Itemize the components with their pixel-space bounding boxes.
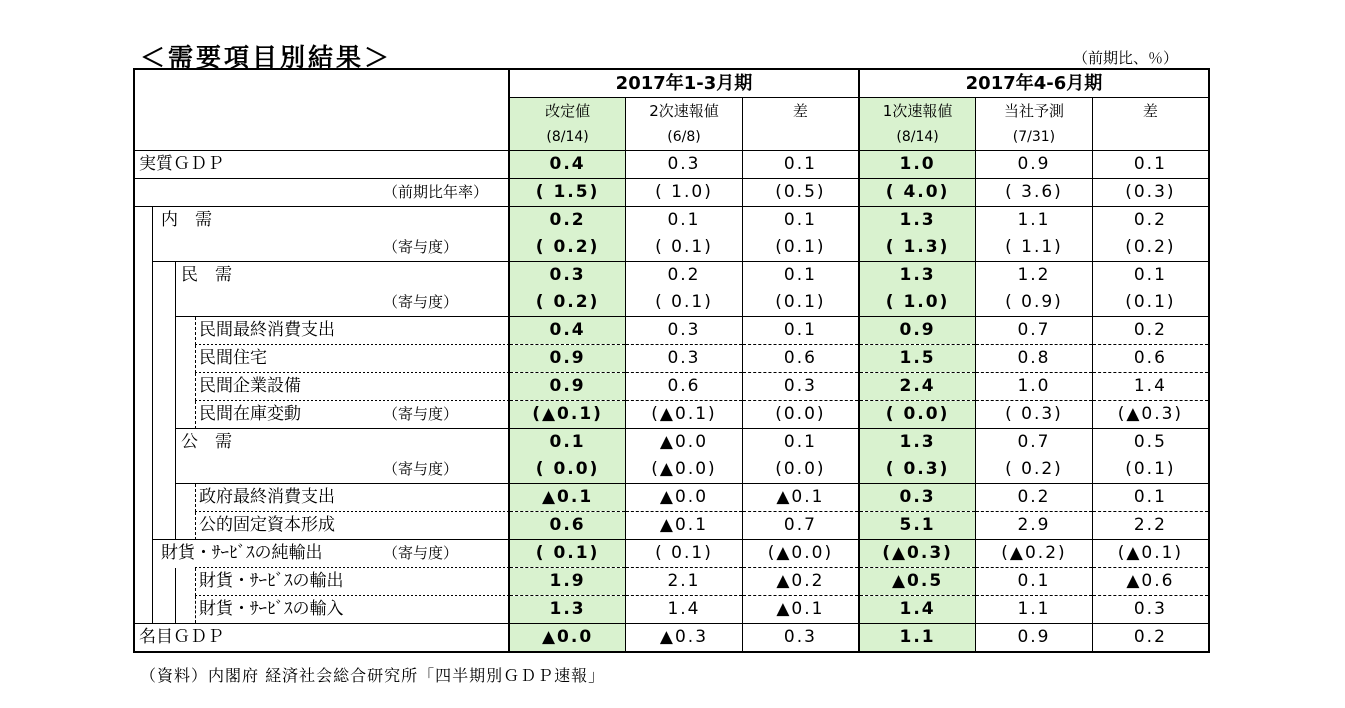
value-cell: ( 0.3) [859, 456, 976, 484]
value-cell: 0.2 [509, 207, 626, 235]
indent-guide [195, 345, 196, 373]
value-cell: 1.0 [859, 151, 976, 179]
row-label: 公 需 [181, 431, 232, 452]
col-header-diff-1: 差 [742, 98, 859, 126]
value-cell: ▲0.3 [626, 624, 743, 653]
col-date-1st: (8/14) [859, 125, 976, 151]
row-label: 民 需 [181, 264, 232, 285]
value-cell: 1.5 [859, 345, 976, 373]
value-cell: 0.3 [859, 484, 976, 512]
value-cell: 0.3 [509, 262, 626, 290]
indent-guide [195, 512, 196, 540]
indent-guide [152, 568, 153, 596]
indent-guide [175, 596, 176, 624]
value-cell: 0.2 [976, 484, 1093, 512]
row-label-cell [134, 207, 509, 235]
row-label-cell [134, 429, 509, 457]
value-cell: 0.1 [1092, 484, 1209, 512]
row-sublabel: （前期比年率） [383, 183, 489, 201]
row-label: 民間住宅 [199, 347, 267, 368]
row-label-cell [134, 317, 509, 345]
value-cell: ( 4.0) [859, 179, 976, 207]
indent-guide [152, 207, 153, 234]
value-cell: ( 3.6) [976, 179, 1093, 207]
value-cell: 0.9 [509, 345, 626, 373]
value-cell: (▲0.2) [976, 540, 1093, 568]
row-label: 民間最終消費支出 [199, 319, 335, 340]
indent-guide [152, 596, 153, 624]
indent-guide [175, 568, 176, 596]
indent-guide [195, 484, 196, 512]
value-cell: 1.4 [1092, 373, 1209, 401]
value-cell: ▲0.6 [1092, 568, 1209, 596]
value-cell: 0.2 [1133, 210, 1167, 230]
value-cell: (0.1) [742, 289, 859, 317]
row-label: 公的固定資本形成 [199, 514, 335, 535]
col-header-1st: 1次速報値 [859, 98, 976, 126]
value-cell: (▲0.0) [626, 456, 743, 484]
table-row [134, 345, 1209, 373]
row-label-cell [134, 179, 509, 207]
table-row [134, 207, 1209, 235]
row-sublabel: （寄与度） [383, 293, 459, 311]
col-header-diff-2: 差 [1142, 102, 1158, 120]
value-cell: 2.4 [859, 373, 976, 401]
source-note: （資料）内閣府 経済社会総合研究所「四半期別ＧＤＰ速報」 [140, 666, 606, 685]
value-cell: 0.1 [742, 429, 859, 457]
row-sublabel: （寄与度） [383, 404, 459, 423]
header-corner [134, 69, 509, 151]
indent-guide [175, 262, 176, 290]
row-label: 政府最終消費支出 [199, 486, 335, 507]
table-row [134, 540, 1209, 568]
value-cell: (▲0.1) [1092, 540, 1209, 568]
value-cell: (0.1) [1092, 456, 1209, 484]
value-cell: ( 1.5) [509, 179, 626, 207]
value-cell: 0.2 [626, 262, 743, 290]
indent-guide [175, 484, 176, 512]
value-cell: 0.9 [976, 151, 1093, 179]
value-cell: (▲0.3) [1092, 401, 1209, 429]
value-cell: 0.1 [976, 568, 1093, 596]
indent-guide [152, 234, 153, 262]
col-date-diff-2 [1092, 125, 1209, 151]
value-cell: 0.2 [1092, 624, 1209, 653]
value-cell: 0.1 [742, 317, 859, 345]
row-label: 実質ＧＤＰ [139, 154, 224, 174]
table-row [134, 262, 1209, 290]
value-cell: 0.1 [742, 151, 859, 179]
indent-guide [152, 373, 153, 401]
value-cell: 2.2 [1092, 512, 1209, 540]
value-cell: ( 0.1) [626, 540, 743, 568]
indent-guide [152, 512, 153, 540]
table-row [134, 624, 1209, 653]
value-cell: 1.1 [976, 596, 1093, 624]
value-cell: ( 1.0) [859, 289, 976, 317]
indent-guide [152, 262, 153, 290]
row-label: 財貨・ｻｰﾋﾞｽの輸出 [199, 570, 344, 591]
value-cell: (0.0) [742, 401, 859, 429]
value-cell: 0.7 [976, 429, 1093, 457]
indent-guide [195, 568, 196, 596]
col-header-revised: 改定値 [509, 98, 626, 126]
value-cell: ▲0.1 [742, 484, 859, 512]
value-cell: 1.9 [509, 568, 626, 596]
indent-guide [152, 484, 153, 512]
row-label: 民間企業設備 [199, 375, 301, 396]
table-row [134, 179, 1209, 207]
col-header-forecast: 当社予測 [976, 98, 1093, 126]
value-cell: 0.7 [742, 512, 859, 540]
value-cell: 0.1 [509, 429, 626, 457]
row-label: 民間在庫変動 [199, 403, 301, 424]
table-row [134, 373, 1209, 401]
indent-guide [195, 317, 196, 345]
value-cell: 0.1 [742, 207, 859, 235]
value-cell: ( 0.1) [626, 289, 743, 317]
value-cell: 0.3 [626, 345, 743, 373]
value-cell: 1.0 [976, 373, 1093, 401]
value-cell: 1.3 [859, 207, 976, 235]
value-cell: 0.1 [1133, 265, 1167, 285]
table-row [134, 429, 1209, 457]
value-cell: ( 0.2) [509, 234, 626, 262]
value-cell: 1.2 [976, 262, 1093, 290]
indent-guide [195, 401, 196, 429]
indent-guide [152, 540, 153, 568]
indent-guide [175, 317, 176, 345]
indent-guide [175, 289, 176, 317]
value-cell: 1.1 [859, 624, 976, 653]
value-cell: 0.9 [976, 624, 1093, 653]
indent-guide [175, 345, 176, 373]
row-label-cell [134, 540, 509, 568]
indent-guide [175, 456, 176, 484]
value-cell: ( 1.0) [626, 179, 743, 207]
value-cell: 0.3 [1092, 596, 1209, 624]
row-label-cell [134, 373, 509, 401]
row-label-cell [134, 262, 509, 290]
indent-guide [195, 596, 196, 624]
row-label: 財貨・ｻｰﾋﾞｽの純輸出 [161, 542, 323, 563]
table-row [134, 512, 1209, 540]
value-cell: 0.6 [1092, 345, 1209, 373]
indent-guide [175, 401, 176, 429]
value-cell: (0.1) [742, 234, 859, 262]
row-label-cell [134, 289, 509, 317]
indent-guide [152, 456, 153, 484]
value-cell: 0.4 [509, 151, 626, 179]
value-cell: ( 1.1) [976, 234, 1093, 262]
value-cell: ( 1.3) [859, 234, 976, 262]
value-cell: 0.9 [509, 373, 626, 401]
value-cell: 0.1 [626, 207, 743, 235]
value-cell: (0.2) [1092, 234, 1209, 262]
value-cell: (0.0) [742, 456, 859, 484]
value-cell: 0.3 [626, 151, 743, 179]
indent-guide [152, 429, 153, 457]
value-cell: 0.5 [1133, 432, 1167, 452]
value-cell: ( 0.3) [976, 401, 1093, 429]
value-cell: 0.3 [626, 317, 743, 345]
indent-guide [175, 512, 176, 540]
value-cell: (▲0.3) [859, 540, 976, 568]
value-cell: 0.2 [1092, 317, 1209, 345]
row-label: 財貨・ｻｰﾋﾞｽの輸入 [199, 598, 344, 619]
value-cell: 1.1 [976, 207, 1093, 235]
value-cell: 0.7 [976, 317, 1093, 345]
value-cell: 0.1 [742, 262, 859, 290]
value-cell: ( 0.2) [976, 456, 1093, 484]
value-cell: 0.3 [742, 373, 859, 401]
row-sublabel: （寄与度） [383, 238, 459, 256]
table-row [134, 401, 1209, 429]
value-cell: 0.6 [742, 345, 859, 373]
value-cell: 1.4 [859, 596, 976, 624]
value-cell: 1.3 [859, 429, 976, 457]
value-cell: 1.4 [626, 596, 743, 624]
value-cell: (▲0.0) [742, 540, 859, 568]
value-cell: ▲0.0 [626, 484, 743, 512]
value-cell: ( 0.9) [976, 289, 1093, 317]
value-cell: (▲0.1) [509, 401, 626, 429]
table-row [134, 289, 1209, 317]
table-row [134, 568, 1209, 596]
table-row [134, 596, 1209, 624]
page-title: ＜需要項目別結果＞ [140, 43, 393, 72]
table-row [134, 151, 1209, 179]
value-cell: 1.3 [859, 262, 976, 290]
table-row [134, 317, 1209, 345]
row-label-cell [134, 484, 509, 512]
value-cell: 0.1 [1092, 151, 1209, 179]
indent-guide [175, 429, 176, 457]
indent-guide [175, 373, 176, 401]
value-cell: (0.1) [1092, 289, 1209, 317]
value-cell: ( 0.1) [626, 234, 743, 262]
value-cell: (0.5) [742, 179, 859, 207]
value-cell: 0.6 [626, 373, 743, 401]
value-cell: 1.3 [509, 596, 626, 624]
value-cell: ▲0.1 [742, 596, 859, 624]
value-cell: ( 0.0) [859, 401, 976, 429]
value-cell: 2.9 [976, 512, 1093, 540]
indent-guide [152, 289, 153, 317]
row-sublabel: （寄与度） [383, 460, 459, 478]
value-cell: ▲0.2 [742, 568, 859, 596]
indent-guide [152, 317, 153, 345]
group-header-row [134, 69, 1209, 98]
col-date-revised: (8/14) [509, 125, 626, 151]
row-label-cell [134, 345, 509, 373]
value-cell: (▲0.1) [626, 401, 743, 429]
col-header-2nd: 2次速報値 [626, 98, 743, 126]
value-cell: 0.6 [509, 512, 626, 540]
indent-guide [195, 373, 196, 401]
col-date-2nd: (6/8) [626, 125, 743, 151]
table-row [134, 456, 1209, 484]
table-row [134, 234, 1209, 262]
value-cell: ( 0.1) [509, 540, 626, 568]
group-header-q2: 2017年4-6月期 [859, 69, 1209, 98]
value-cell: ( 0.0) [509, 456, 626, 484]
col-date-forecast: (7/31) [976, 125, 1093, 151]
row-label-cell [134, 596, 509, 624]
value-cell: ▲0.1 [509, 484, 626, 512]
group-header-q1: 2017年1-3月期 [509, 69, 859, 98]
value-cell: 0.8 [976, 345, 1093, 373]
value-cell: 5.1 [859, 512, 976, 540]
row-label-cell [134, 568, 509, 596]
row-label-cell [134, 151, 509, 179]
value-cell: ( 0.2) [509, 289, 626, 317]
indent-guide [152, 345, 153, 373]
value-cell: ▲0.0 [509, 624, 626, 653]
indent-guide [152, 401, 153, 429]
row-sublabel: （寄与度） [383, 543, 459, 562]
col-date-diff-1 [742, 125, 859, 151]
row-label-cell [134, 234, 509, 262]
unit-note: （前期比、％） [1073, 49, 1179, 67]
row-label-cell [134, 456, 509, 484]
row-label: 内 需 [161, 210, 212, 230]
value-cell: ▲0.1 [626, 512, 743, 540]
value-cell: 2.1 [626, 568, 743, 596]
row-label-cell [134, 512, 509, 540]
row-label-cell [134, 624, 509, 653]
row-label: 名目ＧＤＰ [139, 627, 224, 647]
table-row [134, 484, 1209, 512]
value-cell: ▲0.0 [626, 429, 743, 457]
value-cell: 0.9 [859, 317, 976, 345]
value-cell: ▲0.5 [859, 568, 976, 596]
value-cell: (0.3) [1092, 179, 1209, 207]
value-cell: 0.3 [742, 624, 859, 653]
value-cell: 0.4 [509, 317, 626, 345]
row-label-cell [134, 401, 509, 429]
gdp-table [133, 68, 1210, 653]
